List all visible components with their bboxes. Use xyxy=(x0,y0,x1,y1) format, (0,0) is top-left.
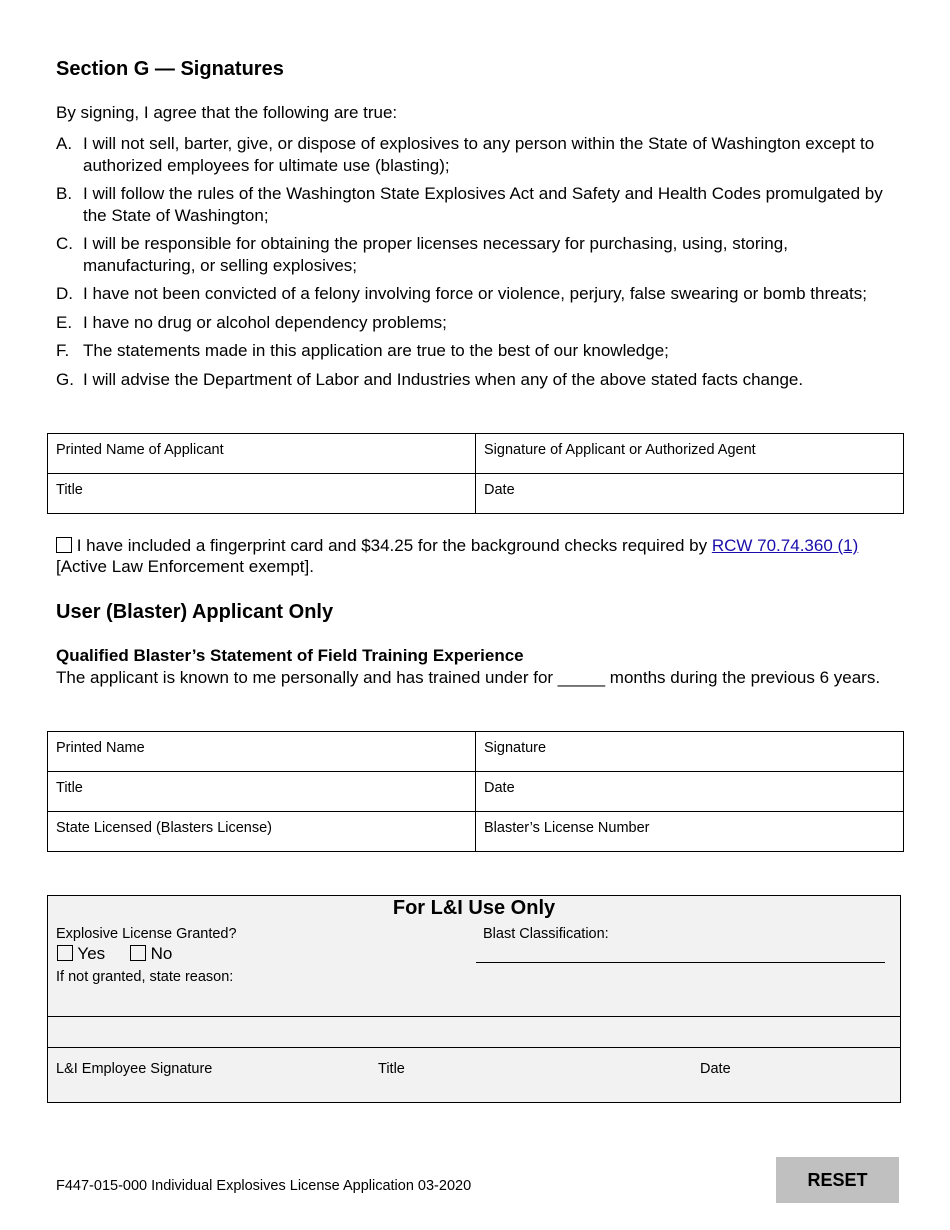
license-number-field[interactable]: Blaster’s License Number xyxy=(476,812,904,852)
blast-classification-label: Blast Classification: xyxy=(483,926,609,942)
list-item: C. I will be responsible for obtaining the proper licenses necessary for purchasing, using, storing, manufacturing, or selling explosives; xyxy=(56,234,788,275)
reset-button[interactable]: RESET xyxy=(776,1157,899,1203)
granted-options xyxy=(57,944,172,964)
printed-name-applicant-field[interactable]: Printed Name of Applicant xyxy=(48,434,476,474)
fingerprint-checkbox[interactable] xyxy=(56,537,72,553)
blast-classification-line[interactable] xyxy=(476,962,885,963)
no-checkbox[interactable] xyxy=(130,945,146,961)
yes-label: Yes xyxy=(77,944,106,963)
li-use-title: For L&I Use Only xyxy=(392,897,556,919)
list-item: D. I have not been convicted of a felony involving force or violence, perjury, false swearing or bomb threats; xyxy=(56,284,868,303)
no-label: No xyxy=(150,944,173,963)
blaster-table xyxy=(47,731,904,852)
license-granted-label: Explosive License Granted? xyxy=(56,926,237,942)
section-g-title: Section G — Signatures xyxy=(56,58,284,80)
form-id: F447-015-000 Individual Explosives License Application 03-2020 xyxy=(56,1178,472,1194)
list-item: B. I will follow the rules of the Washington State Explosives Act and Safety and Health Codes promulgated by the State of Washington; xyxy=(56,184,883,225)
li-title-label: Title xyxy=(378,1061,405,1077)
blaster-printed-name-field[interactable]: Printed Name xyxy=(48,732,476,772)
state-licensed-field[interactable]: State Licensed (Blasters License) xyxy=(48,812,476,852)
blaster-signature-field[interactable]: Signature xyxy=(476,732,904,772)
divider xyxy=(48,1047,900,1048)
li-use-only-box xyxy=(47,895,901,1103)
list-item: E. I have no drug or alcohol dependency problems; xyxy=(56,312,447,332)
yes-checkbox[interactable] xyxy=(57,945,73,961)
list-item: F. The statements made in this application are true to the best of our knowledge; xyxy=(56,341,669,360)
fingerprint-statement: I have included a fingerprint card and $34.25 for the background checks required by RCW 70.74.360 (1) [Active Law Enforcement exempt]. xyxy=(56,536,859,576)
applicant-signature-table xyxy=(47,433,904,514)
applicant-title-field[interactable]: Title xyxy=(48,474,476,514)
employee-signature-label: L&I Employee Signature xyxy=(56,1061,213,1077)
section-g-intro: By signing, I agree that the following are true: xyxy=(56,103,398,122)
statement-text: The applicant is known to me personally and has trained under for _____ months during the previous 6 years. xyxy=(56,668,881,687)
list-item: A. I will not sell, barter, give, or dispose of explosives to any person within the State of Washington except to authorized employees for ultimate use (blasting); xyxy=(56,134,875,175)
statement-heading: Qualified Blaster’s Statement of Field Training Experience xyxy=(56,646,524,665)
blaster-date-field[interactable]: Date xyxy=(476,772,904,812)
applicant-date-field[interactable]: Date xyxy=(476,474,904,514)
blaster-title-field[interactable]: Title xyxy=(48,772,476,812)
blaster-section-title: User (Blaster) Applicant Only xyxy=(56,601,334,623)
agreement-list xyxy=(56,133,896,397)
divider xyxy=(48,1016,900,1017)
reason-label: If not granted, state reason: xyxy=(56,969,234,985)
list-item: G. I will advise the Department of Labor and Industries when any of the above stated facts change. xyxy=(56,369,804,389)
rcw-link[interactable]: RCW 70.74.360 (1) xyxy=(711,536,859,555)
li-date-label: Date xyxy=(700,1061,731,1077)
applicant-signature-field[interactable]: Signature of Applicant or Authorized Agent xyxy=(476,434,904,474)
